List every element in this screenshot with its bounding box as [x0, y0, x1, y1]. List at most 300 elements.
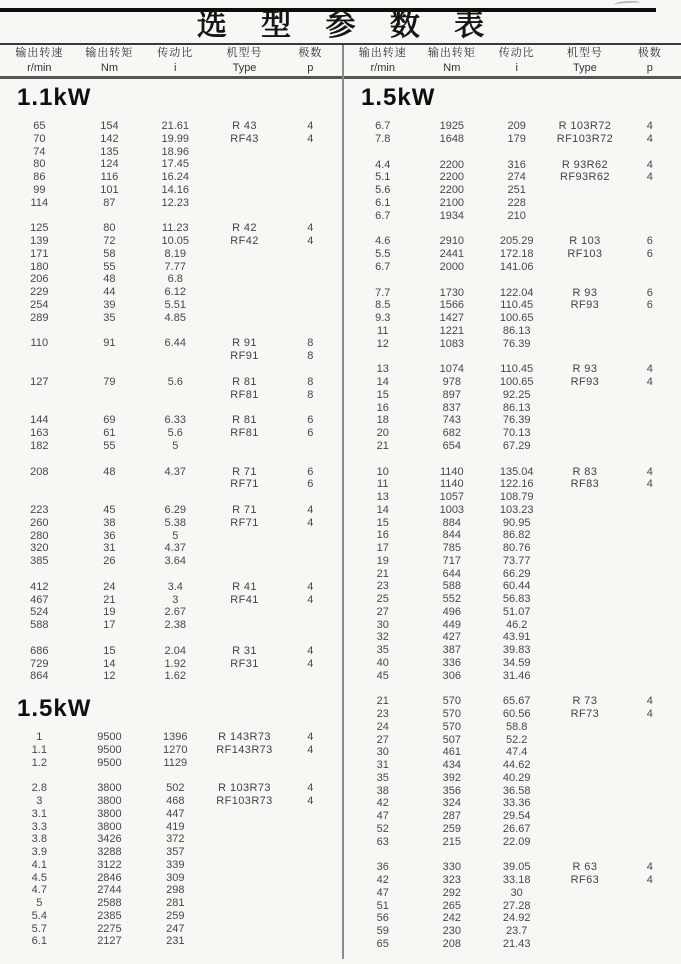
cell-speed: 163 [30, 427, 49, 439]
cell-poles: 6 [646, 235, 653, 248]
cell-ratio: 51.07 [502, 605, 531, 618]
cell-torque: 570 [442, 708, 461, 720]
cell-poles [619, 772, 681, 785]
table-row [0, 670, 342, 683]
cell-poles [619, 759, 681, 772]
cell-ratio: 468 [166, 795, 185, 807]
cell-type: R 31 [232, 644, 257, 657]
table-row [0, 645, 342, 658]
cell-poles [279, 440, 342, 453]
cell-ratio: 39.05 [502, 861, 531, 874]
cell-speed: 5.6 [375, 184, 391, 196]
cell-ratio: 10.05 [161, 235, 190, 247]
row-group [344, 159, 681, 223]
cell-type [551, 440, 618, 453]
cell-type: RF43 [230, 132, 259, 145]
cell-type: RF91 [230, 350, 259, 362]
cell-poles: 4 [307, 580, 314, 593]
table-row [344, 235, 681, 248]
table-row [0, 466, 342, 479]
cell-torque: 330 [442, 861, 461, 874]
cell-torque: 654 [442, 439, 461, 452]
cell-poles [279, 923, 342, 936]
row-group [344, 120, 681, 146]
cell-speed: 127 [30, 375, 49, 388]
section-power-heading: 1.5kW [17, 695, 92, 722]
cell-torque: 17 [103, 619, 116, 631]
cell-type [551, 721, 618, 734]
cell-torque: 45 [103, 504, 116, 516]
cell-type [210, 859, 278, 872]
cell-poles: 4 [646, 158, 653, 171]
cell-speed: 12 [376, 337, 389, 350]
table-row [344, 823, 681, 836]
cell-ratio: 7.77 [164, 260, 186, 273]
cell-speed: 4.4 [375, 158, 391, 171]
table-row [344, 542, 681, 555]
cell-type: R 71 [232, 504, 257, 516]
cell-type [551, 823, 618, 836]
cell-type: RF41 [230, 593, 259, 606]
table-row [344, 708, 681, 721]
col-header-torque [422, 47, 483, 75]
cell-torque: 15 [103, 644, 116, 657]
cell-ratio: 122.16 [499, 478, 534, 491]
cell-ratio: 46.2 [505, 618, 528, 631]
table-row [344, 746, 681, 759]
cell-poles: 4 [307, 593, 314, 606]
table-row [344, 504, 681, 517]
cell-ratio: 86.13 [502, 401, 531, 414]
table-row [0, 197, 342, 210]
cell-type [210, 808, 278, 821]
cell-type: RF71 [230, 478, 259, 491]
cell-torque: 24 [103, 580, 116, 593]
cell-type: RF63 [570, 874, 600, 886]
row-group [344, 287, 681, 351]
cell-speed: 32 [376, 631, 389, 644]
cell-type [210, 261, 278, 274]
col-header-torque-zh: 输出转矩 [427, 47, 476, 59]
row-group [0, 645, 342, 683]
cell-poles [619, 797, 681, 810]
cell-ratio: 2.67 [164, 606, 186, 619]
cell-poles [619, 721, 681, 734]
cell-type: R 93R62 [561, 158, 609, 171]
cell-torque: 2000 [439, 260, 465, 273]
cell-poles [619, 555, 681, 568]
cell-speed: 27 [376, 605, 389, 618]
cell-ratio: 100.65 [499, 376, 534, 388]
cell-poles [619, 593, 681, 606]
cell-type [210, 872, 278, 885]
cell-type [210, 184, 278, 197]
cell-speed: 80 [33, 158, 46, 171]
cell-poles [279, 884, 342, 897]
cell-ratio: 228 [507, 196, 526, 209]
table-row [344, 670, 681, 683]
cell-speed: 5.1 [375, 171, 391, 184]
cell-torque: 507 [442, 733, 461, 746]
cell-torque: 2588 [97, 897, 122, 909]
cell-ratio: 4.85 [164, 311, 186, 324]
cell-torque: 44 [103, 286, 116, 298]
table-row [0, 389, 342, 402]
table-row [0, 884, 342, 897]
cell-ratio: 33.36 [502, 797, 531, 810]
cell-ratio: 1.62 [164, 670, 186, 683]
cell-speed: 6.7 [375, 260, 391, 273]
cell-torque: 1140 [440, 465, 464, 478]
cell-poles [619, 414, 681, 427]
cell-poles: 4 [646, 363, 653, 376]
cell-speed: 1.2 [31, 756, 47, 769]
cell-torque: 1648 [439, 132, 465, 145]
col-header-ratio-unit: i [174, 62, 177, 74]
table-row [0, 337, 342, 350]
col-header-poles-unit: p [307, 62, 314, 74]
cell-type: RF103 [567, 248, 603, 260]
cell-poles: 4 [646, 478, 653, 491]
cell-type [210, 833, 278, 846]
table-row [344, 210, 681, 223]
table-row [344, 299, 681, 312]
cell-type [551, 900, 618, 913]
cell-speed: 47 [376, 810, 389, 822]
cell-torque: 324 [442, 797, 461, 810]
cell-poles: 4 [646, 132, 653, 145]
cell-torque: 101 [100, 183, 119, 196]
table-row [0, 504, 342, 517]
cell-speed: 16 [376, 401, 389, 414]
cell-ratio: 103.23 [499, 503, 534, 516]
cell-speed: 385 [30, 555, 49, 567]
cell-ratio: 1396 [163, 731, 188, 743]
cell-torque: 2744 [97, 884, 122, 897]
cell-poles: 4 [646, 120, 653, 132]
cell-type: RF31 [230, 657, 259, 670]
cell-torque: 1140 [440, 478, 464, 491]
cell-torque: 230 [442, 925, 461, 937]
cell-speed: 25 [376, 593, 389, 605]
cell-speed: 9.3 [375, 312, 391, 324]
col-header-ratio-unit: i [515, 62, 518, 74]
cell-ratio: 4.37 [164, 465, 186, 478]
cell-type [551, 389, 618, 402]
cell-poles: 4 [307, 120, 314, 132]
row-group [0, 731, 342, 769]
cell-torque: 496 [442, 605, 461, 618]
cell-torque: 1003 [439, 503, 465, 516]
cell-ratio: 8.19 [164, 247, 186, 260]
table-row [344, 721, 681, 734]
col-header-ratio-zh: 传动比 [498, 47, 535, 59]
cell-poles: 4 [307, 235, 314, 247]
row-group [344, 235, 681, 273]
cell-poles [619, 210, 681, 223]
table-row [344, 606, 681, 619]
cell-type [210, 248, 278, 261]
cell-torque: 785 [442, 542, 461, 554]
cell-ratio: 33.18 [502, 874, 531, 886]
table-row [0, 171, 342, 184]
cell-speed: 35 [376, 771, 389, 784]
cell-type: R 91 [232, 337, 257, 350]
cell-ratio: 5 [172, 439, 179, 452]
cell-speed: 1.1 [31, 743, 47, 756]
table-row [344, 478, 681, 491]
col-header-type-zh: 机型号 [566, 47, 603, 59]
cell-speed [0, 350, 79, 363]
cell-poles [279, 261, 342, 274]
cell-type [210, 619, 278, 632]
cell-speed: 86 [33, 171, 46, 183]
cell-ratio: 274 [507, 171, 526, 184]
cell-torque: 79 [103, 375, 116, 388]
table-row [0, 248, 342, 261]
cell-ratio: 22.09 [502, 835, 531, 848]
col-header-torque [79, 47, 141, 75]
table-row [0, 658, 342, 671]
cell-type: R 42 [232, 222, 257, 235]
cell-poles [619, 402, 681, 415]
cell-poles [619, 619, 681, 632]
cell-ratio: 3 [172, 593, 179, 606]
cell-ratio: 73.77 [502, 554, 531, 567]
cell-ratio: 339 [166, 858, 185, 871]
cell-poles [279, 197, 342, 210]
table-row [0, 606, 342, 619]
cell-poles [619, 644, 681, 657]
cell-poles [619, 823, 681, 836]
cell-ratio: 3.64 [164, 555, 186, 567]
table-row [344, 427, 681, 440]
cell-ratio: 40.29 [502, 771, 531, 784]
col-header-type-zh: 机型号 [226, 47, 263, 59]
cell-ratio: 76.39 [502, 414, 531, 427]
cell-speed [0, 478, 79, 491]
cell-torque: 588 [442, 580, 461, 593]
cell-speed: 31 [376, 759, 389, 771]
table-row [0, 146, 342, 159]
cell-torque: 884 [442, 516, 461, 529]
table-row [0, 757, 342, 770]
cell-speed: 13 [376, 491, 389, 503]
table-row [0, 286, 342, 299]
cell-type [551, 631, 618, 644]
cell-ratio: 44.62 [502, 759, 531, 771]
cell-speed: 6.1 [31, 935, 47, 948]
table-row [344, 402, 681, 415]
cell-torque: 3800 [97, 782, 122, 795]
row-group [344, 363, 681, 452]
cell-type: RF93 [570, 299, 600, 312]
cell-type [210, 923, 278, 936]
cell-ratio: 6.33 [164, 414, 186, 427]
cell-speed: 223 [30, 504, 49, 516]
cell-poles: 6 [646, 248, 653, 260]
cell-type: RF143R73 [216, 743, 273, 756]
table-row [0, 440, 342, 453]
cell-ratio: 17.45 [161, 158, 190, 171]
cell-speed: 13 [376, 363, 389, 376]
cell-poles [619, 427, 681, 440]
table-header [0, 47, 681, 75]
cell-speed: 30 [376, 746, 389, 759]
cell-speed: 5.4 [31, 909, 47, 922]
cell-speed: 144 [30, 414, 49, 427]
cell-ratio: 209 [507, 120, 526, 132]
cell-type [210, 821, 278, 834]
table-row [344, 376, 681, 389]
cell-poles: 6 [307, 465, 314, 478]
cell-torque: 35 [103, 311, 116, 324]
cell-ratio: 76.39 [502, 337, 531, 350]
cell-type [551, 568, 618, 581]
cell-type [551, 887, 618, 900]
cell-ratio: 6.29 [164, 504, 186, 516]
cell-poles: 6 [307, 478, 314, 491]
cell-poles [619, 542, 681, 555]
cell-torque: 844 [442, 529, 461, 542]
cell-poles [279, 158, 342, 171]
table-row [344, 466, 681, 479]
cell-speed: 45 [376, 669, 389, 682]
cell-type [551, 542, 618, 555]
cell-poles: 4 [307, 504, 314, 516]
cell-torque: 978 [442, 376, 461, 388]
cell-speed: 99 [33, 183, 46, 196]
table-row [0, 795, 342, 808]
row-group [0, 782, 342, 948]
cell-ratio [140, 350, 210, 363]
cell-torque: 3122 [97, 858, 122, 871]
cell-ratio: 3.4 [167, 580, 183, 593]
cell-ratio: 86.13 [502, 324, 531, 337]
cell-torque: 3800 [97, 820, 122, 833]
cell-type [210, 897, 278, 910]
cell-poles: 6 [646, 286, 653, 299]
table-row [0, 833, 342, 846]
cell-ratio: 31.46 [502, 669, 531, 682]
cell-poles [279, 808, 342, 821]
cell-ratio: 5 [172, 529, 179, 542]
cell-ratio: 60.44 [502, 580, 531, 593]
cell-type: RF103R72 [556, 132, 614, 145]
cell-type [551, 210, 618, 223]
cell-ratio: 30 [510, 886, 523, 899]
cell-torque: 12 [103, 670, 116, 683]
table-row [0, 261, 342, 274]
cell-poles [619, 900, 681, 913]
cell-speed: 27 [376, 733, 389, 746]
cell-speed: 7.8 [375, 132, 391, 145]
row-group [0, 376, 342, 402]
cell-type: R 73 [572, 695, 598, 708]
cell-ratio: 1.92 [164, 657, 186, 670]
col-header-torque-unit: Nm [443, 62, 461, 74]
cell-ratio: 34.59 [502, 656, 531, 669]
table-row [0, 222, 342, 235]
col-header-ratio-zh: 传动比 [157, 47, 194, 59]
cell-speed: 23 [376, 580, 389, 593]
cell-type [210, 846, 278, 859]
cell-poles [619, 529, 681, 542]
cell-torque: 48 [103, 465, 116, 478]
cell-poles [279, 606, 342, 619]
cell-torque: 356 [442, 784, 461, 797]
table-row [0, 782, 342, 795]
table-row [344, 338, 681, 351]
col-header-speed-unit: r/min [370, 62, 395, 74]
cell-type: RF93R62 [559, 171, 610, 184]
cell-poles [279, 555, 342, 568]
cell-speed: 10 [376, 465, 389, 478]
cell-type: R 63 [572, 861, 598, 874]
cell-speed: 30 [376, 618, 389, 631]
cell-type [551, 197, 618, 210]
cell-type [210, 670, 278, 683]
cell-ratio: 11.23 [161, 222, 189, 235]
cell-type [210, 146, 278, 159]
cell-poles [279, 833, 342, 846]
cell-type [551, 504, 618, 517]
cell-type: R 81 [232, 375, 257, 388]
cell-torque: 2127 [97, 935, 122, 948]
table-row [344, 938, 681, 951]
cell-type [551, 606, 618, 619]
table-row [344, 120, 681, 133]
table-row [344, 248, 681, 261]
cell-torque: 116 [100, 171, 119, 183]
table-row [0, 859, 342, 872]
table-row [344, 734, 681, 747]
cell-torque: 215 [442, 835, 461, 848]
cell-poles [619, 440, 681, 453]
cell-type [551, 427, 618, 440]
cell-speed: 6.1 [375, 196, 391, 209]
cell-torque: 55 [103, 439, 116, 452]
cell-poles [619, 836, 681, 849]
cell-type [551, 402, 618, 415]
cell-type: RF103R73 [216, 795, 273, 807]
table-row [344, 363, 681, 376]
cell-ratio: 80.76 [502, 542, 531, 554]
cell-ratio: 19.99 [161, 132, 190, 145]
cell-speed: 42 [376, 797, 389, 810]
cell-poles [279, 542, 342, 555]
cell-ratio: 16.24 [161, 171, 190, 183]
cell-poles [619, 785, 681, 798]
table-row [344, 171, 681, 184]
table-row [344, 695, 681, 708]
cell-speed: 114 [30, 196, 49, 209]
cell-speed: 208 [30, 465, 49, 478]
cell-poles [619, 580, 681, 593]
cell-torque: 434 [442, 759, 461, 771]
cell-speed: 3.1 [31, 807, 47, 820]
table-row [344, 925, 681, 938]
scan-artifact [614, 0, 640, 7]
cell-torque: 135 [100, 145, 119, 158]
cell-torque: 1083 [439, 337, 465, 350]
col-header-speed-zh: 输出转速 [358, 47, 407, 59]
cell-ratio: 100.65 [499, 312, 534, 324]
cell-type [551, 657, 618, 670]
cell-torque: 323 [442, 874, 461, 886]
row-group [344, 861, 681, 950]
cell-poles [619, 631, 681, 644]
